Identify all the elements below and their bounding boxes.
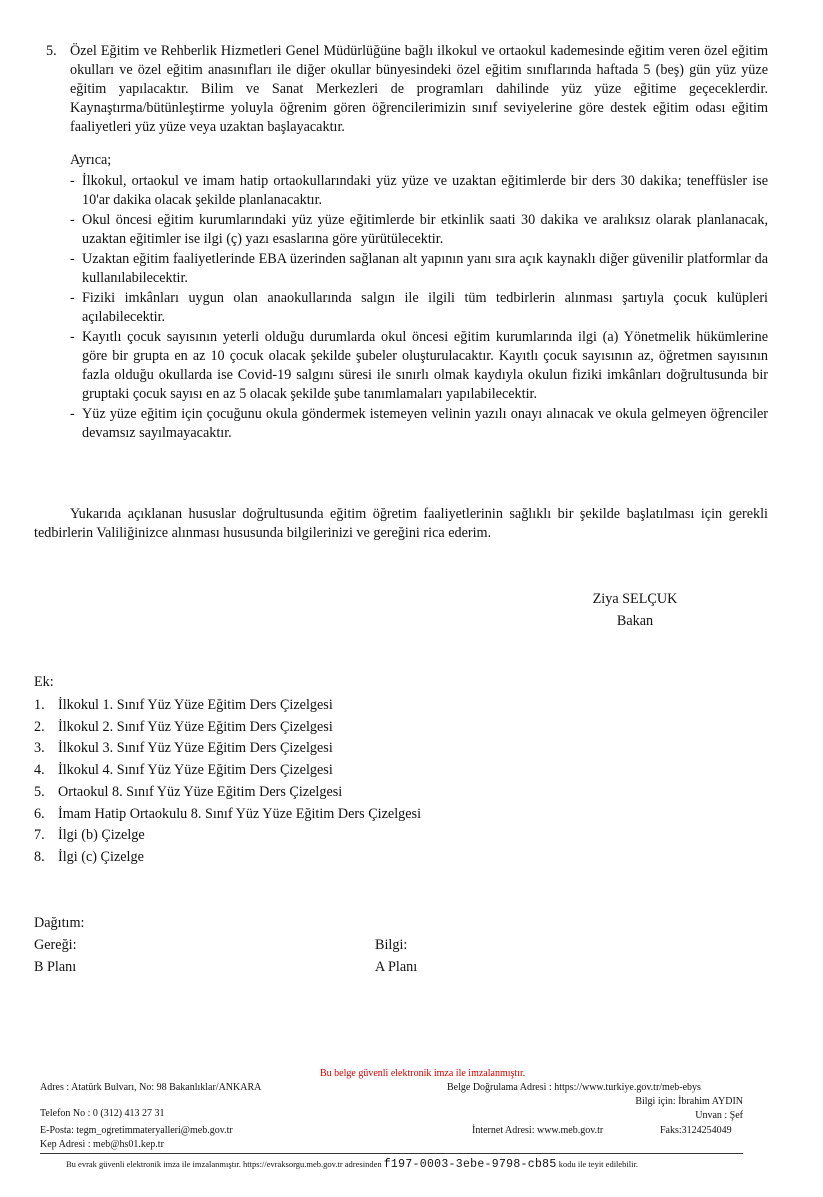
bilgi-label: Bilgi: bbox=[375, 937, 408, 953]
attachment-number: 3. bbox=[34, 740, 45, 757]
item-5-paragraph bbox=[46, 42, 768, 137]
attachment-text: İmam Hatip Ortaokulu 8. Sınıf Yüz Yüze Eğitim Ders Çizelgesi bbox=[58, 805, 422, 822]
geregi-label: Gereği: bbox=[34, 937, 77, 953]
geregi-value: B Planı bbox=[34, 959, 77, 975]
attachment-item bbox=[34, 825, 421, 847]
footer-divider bbox=[40, 1153, 743, 1154]
list-item-text: Uzaktan eğitim faaliyetlerinde EBA üzerinden sağlanan alt yapının yanı sıra açık kaynaklı diğer güvenilir platformlar da kullanılabilecektir. bbox=[82, 251, 768, 286]
list-item-text: Okul öncesi eğitim kurumlarındaki yüz yüze eğitimlerde bir etkinlik saati 30 dakika ve aralıksız olarak planlanacak, uzaktan eğitimler ise ilgi (ç) yazı esaslarına göre yürütülecektir. bbox=[82, 212, 768, 247]
signature-block bbox=[560, 588, 710, 632]
attachment-text: İlkokul 4. Sınıf Yüz Yüze Eğitim Ders Çizelgesi bbox=[58, 762, 333, 779]
closing-paragraph: Yukarıda açıklanan hususlar doğrultusunda eğitim öğretim faaliyetlerinin sağlıklı bir şekilde başlatılması için gerekli tedbirlerin Valiliğinizce alınması hususunda bilgilerinizi ve gereğini rica ederim. bbox=[34, 506, 768, 541]
signatory-title: Bakan bbox=[616, 613, 654, 629]
verify-code: f197-0003-3ebe-9798-cb85 bbox=[383, 1158, 557, 1171]
attachment-item bbox=[34, 782, 421, 804]
attachment-text: İlkokul 3. Sınıf Yüz Yüze Eğitim Ders Çizelgesi bbox=[58, 740, 333, 757]
attachment-number: 2. bbox=[34, 718, 45, 735]
item-5-text: Özel Eğitim ve Rehberlik Hizmetleri Genel Müdürlüğüne bağlı ilkokul ve ortaokul kademesinde eğitim veren özel eğitim okulları ve özel eğitim anasınıfları ile diğer okullar bünyesindeki özel eğitim sınıflarında haftada 5 (beş) gün yüz yüze eğitim yapılacaktır. Bilim ve Sanat Merkezleri de programları dahilinde yüz yüze eğitime geçeceklerdir. Kaynaştırma/bütünleştirme yoluyla öğrenim gören öğrencilerimizin sınıf seviyelerine göre destek eğitim odası eğitim faaliyetleri yüz yüze veya uzaktan başlayacaktır. bbox=[70, 43, 768, 135]
list-item-text: Yüz yüze eğitim için çocuğunu okula göndermek istemeyen velinin yazılı onayı alınacak ve okula gelmeyen öğrenciler devamsız sayılmayacaktır. bbox=[82, 406, 768, 441]
attachments-title: Ek: bbox=[34, 674, 54, 690]
dash-bullet: - bbox=[70, 173, 75, 189]
list-item-text: İlkokul, ortaokul ve imam hatip ortaokullarındaki yüz yüze ve uzaktan eğitimlerde bir ders 30 dakika; teneffüsler ise 10'ar dakika olacak şekilde planlanacaktır. bbox=[82, 173, 768, 208]
attachment-number: 4. bbox=[34, 762, 45, 779]
footer-fax: Faks:3124254049 bbox=[660, 1125, 732, 1136]
attachment-text: Ortaokul 8. Sınıf Yüz Yüze Eğitim Ders Çizelgesi bbox=[58, 783, 343, 800]
list-item bbox=[70, 289, 768, 327]
footer-kep: Kep Adresi : meb@hs01.kep.tr bbox=[40, 1139, 164, 1150]
footer-internet: İnternet Adresi: www.meb.gov.tr bbox=[472, 1125, 604, 1136]
signatory-name: Ziya SELÇUK bbox=[592, 591, 678, 607]
attachment-number: 5. bbox=[34, 783, 45, 800]
attachment-item bbox=[34, 760, 421, 782]
e-signature-notice: Bu belge güvenli elektronik imza ile imzalanmıştır. bbox=[320, 1068, 526, 1079]
footer-address: Adres : Atatürk Bulvarı, No: 98 Bakanlıklar/ANKARA bbox=[40, 1082, 262, 1093]
attachment-text: İlgi (b) Çizelge bbox=[58, 827, 145, 844]
list-item bbox=[70, 250, 768, 288]
attachment-text: İlkokul 1. Sınıf Yüz Yüze Eğitim Ders Çizelgesi bbox=[58, 697, 333, 713]
bilgi-value: A Planı bbox=[375, 959, 418, 975]
dash-bullet: - bbox=[70, 251, 75, 267]
dash-list bbox=[70, 172, 768, 444]
list-item bbox=[70, 328, 768, 404]
footer-phone: Telefon No : 0 (312) 413 27 31 bbox=[40, 1108, 165, 1119]
footer-verify-address: Belge Doğrulama Adresi : https://www.turkiye.gov.tr/meb-ebys bbox=[447, 1082, 701, 1093]
verify-prefix: Bu evrak güvenli elektronik imza ile imzalanmıştır. https://evraksorgu.meb.gov.tr adresinden bbox=[66, 1159, 382, 1169]
attachment-item bbox=[34, 717, 421, 739]
dash-bullet: - bbox=[70, 290, 75, 306]
attachment-number: 6. bbox=[34, 805, 45, 822]
verify-suffix: kodu ile teyit edilebilir. bbox=[558, 1159, 639, 1169]
attachment-text: İlgi (c) Çizelge bbox=[58, 848, 144, 865]
attachment-item bbox=[34, 738, 421, 760]
list-item-text: Kayıtlı çocuk sayısının yeterli olduğu durumlarda okul öncesi eğitim kurumlarında ilgi (a) Yönetmelik hükümlerine göre bir grupta en az 10 çocuk olacak şekilde şubeler oluşturulacaktır. Kayıtlı çocuk sayısının az, öğretmen sayısının fazla olduğu okullarda ise Covid-19 salgını süresi ile sınırlı olmak kaydıyla okulun fiziki imkânları doğrultusunda bir gruptaki çocuk sayısı en az 5 olacak şekilde şube tanımlamaları yapılabilecektir. bbox=[82, 329, 768, 402]
attachments-list bbox=[34, 695, 421, 869]
attachment-item bbox=[34, 804, 421, 826]
distribution-block bbox=[34, 912, 84, 978]
attachment-item bbox=[34, 695, 421, 717]
ayrica-heading: Ayrıca; bbox=[70, 152, 112, 168]
dash-bullet: - bbox=[70, 212, 75, 228]
distribution-title: Dağıtım: bbox=[34, 915, 85, 931]
dash-bullet: - bbox=[70, 406, 75, 422]
footer-unvan: Unvan : Şef bbox=[695, 1110, 743, 1121]
verification-line bbox=[66, 1158, 638, 1171]
attachment-number: 7. bbox=[34, 827, 45, 844]
dash-bullet: - bbox=[70, 329, 75, 345]
footer-email: E-Posta: tegm_ogretimmateryalleri@meb.gov.tr bbox=[40, 1125, 233, 1136]
list-item bbox=[70, 211, 768, 249]
item-5-number: 5. bbox=[46, 43, 57, 59]
list-item bbox=[70, 172, 768, 210]
attachment-number: 8. bbox=[34, 848, 45, 865]
info-distribution-block bbox=[375, 934, 417, 978]
attachment-text: İlkokul 2. Sınıf Yüz Yüze Eğitim Ders Çizelgesi bbox=[58, 718, 333, 735]
attachment-number: 1. bbox=[34, 697, 45, 713]
list-item-text: Fiziki imkânları uygun olan anaokullarında salgın ile ilgili tüm tedbirlerin alınması şartıyla çocuk kulüpleri açılabilecektir. bbox=[82, 290, 768, 325]
attachment-item bbox=[34, 847, 421, 869]
footer-info-contact: Bilgi için: İbrahim AYDIN bbox=[635, 1096, 743, 1107]
list-item bbox=[70, 405, 768, 443]
